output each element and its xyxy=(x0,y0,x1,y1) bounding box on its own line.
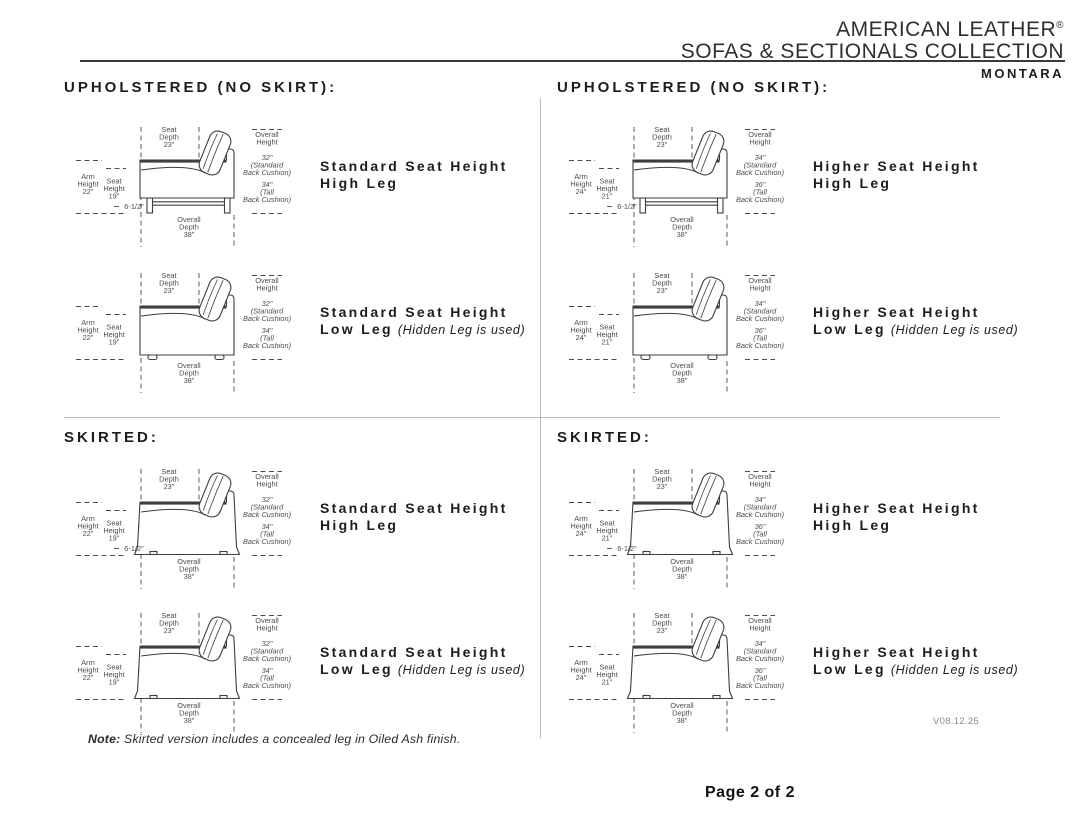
diagram-subtitle-note: (Hidden Leg is used) xyxy=(890,663,1019,677)
dim-label-std-cushion: (Standard xyxy=(743,646,777,656)
dim-label-seat-height: 19" xyxy=(108,533,120,543)
diagram-row xyxy=(557,116,1037,256)
dim-label-overall-depth: Overall xyxy=(177,557,201,566)
diagram-title-line1: Standard Seat Height xyxy=(320,304,508,320)
concealed-leg xyxy=(713,552,720,555)
diagram-row xyxy=(64,262,544,402)
dim-label-overall-height: Height xyxy=(749,137,771,147)
dim-label-arm-height: Arm xyxy=(81,318,95,327)
dim-label-arm-height: Height xyxy=(570,179,592,189)
sofa-dimension-diagram xyxy=(557,458,807,598)
dim-label-std-cushion: Back Cushion) xyxy=(242,168,292,177)
dim-label-seat-depth: Seat xyxy=(654,271,670,280)
dim-label-overall-depth: 38" xyxy=(676,716,688,725)
dim-label-seat-depth: Depth xyxy=(652,132,672,142)
dim-label-tall-cushion: (Tall xyxy=(260,529,274,539)
brand-name xyxy=(836,19,1064,40)
dim-label-seat-depth: Depth xyxy=(159,474,179,484)
brand-text: AMERICAN LEATHER xyxy=(836,18,1057,41)
model-name: MONTARA xyxy=(981,66,1064,81)
diagram-title-line2 xyxy=(320,175,508,192)
dim-label-seat-height: Seat xyxy=(106,176,122,186)
dim-label-arm-height: Height xyxy=(570,325,592,335)
dim-label-std-cushion: 32" xyxy=(261,299,273,308)
dim-label-seat-depth: Depth xyxy=(159,132,179,142)
dim-label-std-cushion: Back Cushion) xyxy=(242,654,292,663)
diagram-row xyxy=(64,602,544,742)
dim-label-overall-height: Height xyxy=(256,137,278,147)
dim-label-seat-depth: 23" xyxy=(656,626,668,635)
dim-label-overall-depth: Depth xyxy=(179,564,199,574)
dim-label-seat-depth: Seat xyxy=(161,125,177,134)
dim-label-seat-depth: Depth xyxy=(652,618,672,628)
diagram-title xyxy=(320,602,525,679)
dim-label-seat-depth: Depth xyxy=(652,278,672,288)
dim-label-seat-height: Seat xyxy=(599,322,615,332)
dim-label-overall-height: Overall xyxy=(748,130,772,139)
sofa-low-foot xyxy=(708,355,717,360)
concealed-leg xyxy=(150,552,157,555)
section-skirted-standard xyxy=(64,428,544,742)
diagram-title-line2 xyxy=(813,661,1018,679)
sofa-dimension-diagram xyxy=(64,262,314,402)
dim-label-overall-depth: Overall xyxy=(177,361,201,370)
dim-label-leg-height: 6-1/2" xyxy=(124,544,144,553)
dim-label-overall-depth: 38" xyxy=(183,716,195,725)
dim-label-tall-cushion: 34" xyxy=(261,326,273,335)
diagram-title-line2 xyxy=(813,175,980,192)
diagram-rows xyxy=(64,458,544,742)
dim-label-overall-height: Height xyxy=(256,479,278,489)
dim-label-seat-depth: 23" xyxy=(163,482,175,491)
dim-label-overall-depth: 38" xyxy=(183,376,195,385)
dim-label-arm-height: Arm xyxy=(81,514,95,523)
footnote-text: Skirted version includes a concealed leg in Oiled Ash finish. xyxy=(120,732,461,746)
section-heading: SKIRTED: xyxy=(557,429,652,446)
dim-label-overall-depth: Overall xyxy=(670,361,694,370)
diagram-title-line1: Higher Seat Height xyxy=(813,500,980,516)
dim-label-arm-height: 24" xyxy=(575,333,587,342)
dim-label-overall-height: Overall xyxy=(748,616,772,625)
horizontal-divider xyxy=(64,417,1000,418)
dim-label-tall-cushion: Back Cushion) xyxy=(242,681,292,690)
diagram-subtitle: High Leg xyxy=(320,517,399,533)
sofa-low-foot xyxy=(148,355,157,360)
dim-label-arm-height: Height xyxy=(77,521,99,531)
dim-label-seat-depth: Seat xyxy=(161,611,177,620)
dim-label-seat-height: Seat xyxy=(599,176,615,186)
dim-label-seat-height: 21" xyxy=(601,337,613,347)
dim-label-seat-height: 21" xyxy=(601,677,613,687)
section-heading: UPHOLSTERED (NO SKIRT): xyxy=(64,79,338,96)
dim-label-seat-height: 21" xyxy=(601,533,613,543)
dim-label-seat-depth: 23" xyxy=(163,140,175,149)
dim-label-seat-height: Height xyxy=(103,670,125,679)
dim-label-overall-depth: Depth xyxy=(672,222,692,232)
diagram-rows xyxy=(64,116,544,402)
dim-label-overall-depth: 38" xyxy=(676,230,688,239)
dim-label-overall-height: Overall xyxy=(748,276,772,285)
dim-label-seat-depth: 23" xyxy=(656,482,668,491)
concealed-leg xyxy=(220,552,227,555)
dim-label-seat-depth: 23" xyxy=(163,626,175,635)
dim-label-arm-height: Arm xyxy=(574,172,588,181)
dim-label-tall-cushion: Back Cushion) xyxy=(735,341,785,350)
dim-label-tall-cushion: (Tall xyxy=(260,187,274,197)
dim-label-std-cushion: Back Cushion) xyxy=(735,510,785,519)
dim-label-tall-cushion: 34" xyxy=(261,666,273,675)
version-number: V08.12.25 xyxy=(933,716,980,727)
dim-label-overall-depth: 38" xyxy=(183,230,195,239)
dim-label-arm-height: 22" xyxy=(82,529,94,538)
dim-label-overall-height: Height xyxy=(749,479,771,489)
diagram-row xyxy=(557,458,1037,598)
diagram-rows xyxy=(557,458,1037,742)
dim-label-overall-depth: 38" xyxy=(676,572,688,581)
concealed-leg xyxy=(643,552,650,555)
sofa-low-foot xyxy=(641,355,650,360)
dim-label-overall-height: Overall xyxy=(255,472,279,481)
dim-label-tall-cushion: 36" xyxy=(754,666,766,675)
dim-label-arm-height: Arm xyxy=(574,658,588,667)
collection-title: SOFAS & SECTIONALS COLLECTION xyxy=(680,40,1064,63)
section-heading: SKIRTED: xyxy=(64,429,159,446)
dim-label-seat-height: Seat xyxy=(106,518,122,528)
dim-label-seat-height: Seat xyxy=(599,518,615,528)
dim-label-std-cushion: 32" xyxy=(261,639,273,648)
dim-label-tall-cushion: Back Cushion) xyxy=(242,537,292,546)
dim-label-arm-height: Arm xyxy=(574,318,588,327)
dim-label-seat-depth: 23" xyxy=(163,286,175,295)
sofa-dimension-diagram xyxy=(557,262,807,402)
diagram-title-line1: Standard Seat Height xyxy=(320,500,508,516)
dim-label-tall-cushion: Back Cushion) xyxy=(242,195,292,204)
dim-label-std-cushion: Back Cushion) xyxy=(735,168,785,177)
dim-label-tall-cushion: Back Cushion) xyxy=(242,341,292,350)
dim-label-seat-height: 19" xyxy=(108,191,120,201)
diagram-title-line2 xyxy=(320,661,525,679)
dim-label-overall-height: Overall xyxy=(255,130,279,139)
dim-label-std-cushion: Back Cushion) xyxy=(735,654,785,663)
diagram-subtitle: Low Leg xyxy=(320,661,393,677)
diagram-title-line2 xyxy=(813,517,980,534)
footnote-label: Note: xyxy=(88,732,121,746)
dim-label-seat-height: Seat xyxy=(106,662,122,672)
section-heading: UPHOLSTERED (NO SKIRT): xyxy=(557,79,831,96)
dim-label-std-cushion: (Standard xyxy=(250,646,284,656)
dim-label-arm-height: Height xyxy=(77,179,99,189)
dim-label-seat-height: Height xyxy=(596,526,618,535)
diagram-subtitle: Low Leg xyxy=(813,321,886,337)
diagram-subtitle: Low Leg xyxy=(320,321,393,337)
dim-label-seat-height: Height xyxy=(596,670,618,679)
dim-label-std-cushion: (Standard xyxy=(743,306,777,316)
dim-label-tall-cushion: (Tall xyxy=(260,333,274,343)
section-upholstered-higher xyxy=(557,78,1037,402)
dim-label-leg-height: 6-1/2" xyxy=(124,202,144,211)
dim-label-arm-height: 22" xyxy=(82,333,94,342)
sofa-dimension-diagram xyxy=(557,602,807,742)
dim-label-arm-height: Height xyxy=(77,665,99,675)
diagram-title xyxy=(320,262,525,339)
dim-label-tall-cushion: (Tall xyxy=(260,673,274,683)
dim-label-tall-cushion: 36" xyxy=(754,180,766,189)
diagram-subtitle-note: (Hidden Leg is used) xyxy=(397,323,526,337)
dim-label-overall-depth: Overall xyxy=(670,557,694,566)
dim-label-overall-depth: Overall xyxy=(670,215,694,224)
dim-label-std-cushion: (Standard xyxy=(743,160,777,170)
dim-label-seat-depth: Seat xyxy=(654,125,670,134)
dim-label-leg-height: 6-1/2" xyxy=(617,202,637,211)
dim-label-seat-height: Height xyxy=(596,330,618,339)
diagram-row xyxy=(557,262,1037,402)
dim-label-seat-height: 21" xyxy=(601,191,613,201)
dim-label-arm-height: Arm xyxy=(574,514,588,523)
diagram-title-line2 xyxy=(813,321,1018,339)
diagram-title-line1: Standard Seat Height xyxy=(320,644,508,660)
concealed-leg xyxy=(150,696,157,699)
dim-label-overall-depth: Depth xyxy=(672,564,692,574)
dim-label-seat-depth: Depth xyxy=(652,474,672,484)
dim-label-overall-depth: Depth xyxy=(179,368,199,378)
dim-label-overall-height: Overall xyxy=(255,276,279,285)
dim-label-seat-height: 19" xyxy=(108,337,120,347)
registered-trademark: ® xyxy=(1056,20,1064,31)
diagram-title xyxy=(320,116,508,192)
dim-label-seat-height: Seat xyxy=(599,662,615,672)
diagram-title xyxy=(813,116,980,192)
dim-label-arm-height: Arm xyxy=(81,172,95,181)
dim-label-seat-depth: Seat xyxy=(654,467,670,476)
dim-label-overall-depth: Depth xyxy=(179,222,199,232)
dim-label-seat-depth: 23" xyxy=(656,140,668,149)
diagram-subtitle: Low Leg xyxy=(813,661,886,677)
dim-label-std-cushion: 34" xyxy=(754,495,766,504)
dim-label-seat-height: Height xyxy=(103,526,125,535)
dim-label-seat-depth: Seat xyxy=(161,271,177,280)
dim-label-arm-height: 24" xyxy=(575,529,587,538)
footnote xyxy=(88,732,460,746)
dim-label-std-cushion: (Standard xyxy=(250,160,284,170)
diagram-subtitle: High Leg xyxy=(813,517,892,533)
concealed-leg xyxy=(220,696,227,699)
dim-label-arm-height: 22" xyxy=(82,187,94,196)
dim-label-overall-height: Height xyxy=(256,623,278,633)
dim-label-arm-height: Height xyxy=(77,325,99,335)
dim-label-arm-height: Arm xyxy=(81,658,95,667)
dim-label-std-cushion: 32" xyxy=(261,153,273,162)
dim-label-arm-height: 24" xyxy=(575,673,587,682)
section-skirted-higher xyxy=(557,428,1037,742)
sofa-dimension-diagram xyxy=(64,116,314,256)
section-upholstered-standard xyxy=(64,78,544,402)
dim-label-tall-cushion: Back Cushion) xyxy=(735,195,785,204)
dim-label-std-cushion: 34" xyxy=(754,299,766,308)
dim-label-arm-height: Height xyxy=(570,665,592,675)
dim-label-tall-cushion: (Tall xyxy=(753,673,767,683)
concealed-leg xyxy=(713,696,720,699)
dim-label-arm-height: 24" xyxy=(575,187,587,196)
diagram-title-line1: Higher Seat Height xyxy=(813,644,980,660)
dim-label-std-cushion: Back Cushion) xyxy=(735,314,785,323)
dim-label-std-cushion: Back Cushion) xyxy=(242,510,292,519)
dim-label-std-cushion: (Standard xyxy=(743,502,777,512)
dim-label-overall-height: Overall xyxy=(255,616,279,625)
dim-label-tall-cushion: (Tall xyxy=(753,333,767,343)
diagram-subtitle-note: (Hidden Leg is used) xyxy=(397,663,526,677)
dim-label-tall-cushion: 34" xyxy=(261,522,273,531)
diagram-title-line1: Higher Seat Height xyxy=(813,158,980,174)
dim-label-seat-depth: Seat xyxy=(161,467,177,476)
diagram-title xyxy=(320,458,508,534)
sofa-dimension-diagram xyxy=(64,602,314,742)
page-number: Page 2 of 2 xyxy=(705,784,795,801)
dim-label-tall-cushion: Back Cushion) xyxy=(735,537,785,546)
diagram-rows xyxy=(557,116,1037,402)
diagram-subtitle: High Leg xyxy=(813,175,892,191)
diagram-row xyxy=(64,458,544,598)
dim-label-seat-height: Height xyxy=(103,184,125,193)
dim-label-std-cushion: 34" xyxy=(754,639,766,648)
dim-label-overall-depth: Overall xyxy=(177,701,201,710)
sofa-low-foot xyxy=(215,355,224,360)
dim-label-seat-depth: Depth xyxy=(159,618,179,628)
header-rule xyxy=(80,60,1065,62)
dim-label-overall-height: Height xyxy=(256,283,278,293)
dim-label-overall-depth: 38" xyxy=(183,572,195,581)
concealed-leg xyxy=(643,696,650,699)
diagram-subtitle-note: (Hidden Leg is used) xyxy=(890,323,1019,337)
dim-label-overall-depth: Overall xyxy=(670,701,694,710)
dim-label-seat-height: 19" xyxy=(108,677,120,687)
diagram-title xyxy=(813,602,1018,679)
dim-label-overall-depth: Depth xyxy=(672,708,692,718)
dim-label-seat-depth: 23" xyxy=(656,286,668,295)
dim-label-tall-cushion: (Tall xyxy=(753,187,767,197)
sofa-high-leg xyxy=(225,198,231,213)
dim-label-std-cushion: Back Cushion) xyxy=(242,314,292,323)
sofa-high-leg xyxy=(147,198,153,213)
sofa-high-leg xyxy=(718,198,724,213)
dim-label-arm-height: 22" xyxy=(82,673,94,682)
dim-label-seat-depth: Seat xyxy=(654,611,670,620)
dim-label-overall-height: Height xyxy=(749,623,771,633)
dim-label-overall-height: Overall xyxy=(748,472,772,481)
dim-label-tall-cushion: Back Cushion) xyxy=(735,681,785,690)
dim-label-tall-cushion: (Tall xyxy=(753,529,767,539)
dim-label-std-cushion: 34" xyxy=(754,153,766,162)
dim-label-tall-cushion: 34" xyxy=(261,180,273,189)
diagram-title xyxy=(813,458,980,534)
dim-label-overall-depth: Overall xyxy=(177,215,201,224)
dim-label-std-cushion: (Standard xyxy=(250,502,284,512)
dim-label-overall-depth: Depth xyxy=(672,368,692,378)
diagram-title-line2 xyxy=(320,517,508,534)
dim-label-leg-height: 6-1/2" xyxy=(617,544,637,553)
dim-label-overall-height: Height xyxy=(749,283,771,293)
dim-label-std-cushion: 32" xyxy=(261,495,273,504)
dim-label-arm-height: Height xyxy=(570,521,592,531)
sofa-dimension-diagram xyxy=(64,458,314,598)
sofa-high-leg xyxy=(640,198,646,213)
diagram-title xyxy=(813,262,1018,339)
diagram-row xyxy=(64,116,544,256)
diagram-subtitle: High Leg xyxy=(320,175,399,191)
dim-label-seat-depth: Depth xyxy=(159,278,179,288)
dim-label-std-cushion: (Standard xyxy=(250,306,284,316)
dim-label-overall-depth: 38" xyxy=(676,376,688,385)
dim-label-tall-cushion: 36" xyxy=(754,522,766,531)
dim-label-tall-cushion: 36" xyxy=(754,326,766,335)
diagram-title-line2 xyxy=(320,321,525,339)
sofa-dimension-diagram xyxy=(557,116,807,256)
dim-label-seat-height: Height xyxy=(103,330,125,339)
diagram-title-line1: Standard Seat Height xyxy=(320,158,508,174)
dim-label-seat-height: Height xyxy=(596,184,618,193)
dim-label-overall-depth: Depth xyxy=(179,708,199,718)
diagram-title-line1: Higher Seat Height xyxy=(813,304,980,320)
dim-label-seat-height: Seat xyxy=(106,322,122,332)
